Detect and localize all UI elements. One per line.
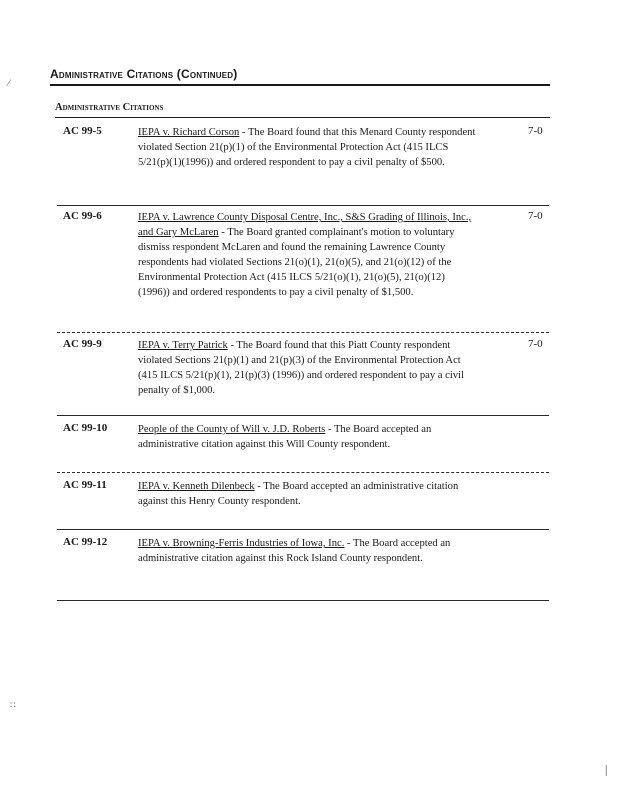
row-divider: [57, 600, 549, 601]
citation-description: [138, 210, 478, 301]
case-number: AC 99-5: [63, 125, 102, 137]
row-divider: [57, 332, 549, 333]
case-text: - The Board accepted an administrative citation against this Henry County respondent.: [138, 481, 459, 508]
case-number: AC 99-6: [63, 210, 102, 222]
citation-description: [138, 479, 478, 509]
case-text: - The Board found that this Piatt County respondent violated Sections 21(p)(1) and 21(p)(3) of the Environmental Protection Act (415 ILCS 5/21(p)(1), 21(p)(3) (1996)) and ordered respondent to pay a civil penalty of $1,000.: [138, 340, 464, 397]
case-number: AC 99-12: [63, 536, 108, 548]
case-text: - The Board accepted an administrative citation against this Rock Island County respondent.: [138, 538, 451, 565]
page-heading: Administrative Citations (Continued): [50, 67, 238, 81]
row-divider: [57, 415, 549, 416]
case-number: AC 99-10: [63, 422, 108, 434]
row-divider: [57, 529, 549, 530]
case-text: - The Board granted complainant's motion to voluntary dismiss respondent McLaren and found the remaining Lawrence County respondents had violated Sections 21(o)(1), 21(o)(5), and 21(o)(12) of the Environmental Protection Act (415 ILCS 5/21(o)(1), 21(o)(5), 21(o)(12) (1996)) and ordered respondents to pay a civil penalty of $1,500.: [138, 227, 455, 299]
heading-rule: [50, 84, 550, 86]
section-heading: Administrative Citations: [55, 102, 164, 113]
case-text: - The Board found that this Menard County respondent violated Section 21(p)(1) of the Environmental Protection Act (415 ILCS 5/21(p)(1)(1996)) and ordered respondent to pay a civil penalty of $500.: [138, 127, 476, 169]
case-number: AC 99-11: [63, 479, 107, 491]
case-text: - The Board accepted an administrative citation against this Will County respondent.: [138, 424, 432, 451]
scan-mark: ⁄: [8, 78, 10, 88]
row-divider: [57, 472, 549, 473]
citation-description: [138, 536, 478, 566]
case-title: IEPA v. Kenneth Dilenbeck: [138, 481, 255, 492]
case-title: IEPA v. Terry Patrick: [138, 340, 228, 351]
vote-count: 7-0: [528, 338, 543, 350]
citation-description: [138, 422, 478, 452]
row-divider: [57, 205, 549, 206]
case-title: IEPA v. Browning-Ferris Industries of Iowa, Inc.: [138, 538, 345, 549]
vote-count: 7-0: [528, 125, 543, 137]
vote-count: 7-0: [528, 210, 543, 222]
scan-mark: │: [603, 765, 610, 775]
case-title: People of the County of Will v. J.D. Roberts: [138, 424, 326, 435]
case-number: AC 99-9: [63, 338, 102, 350]
citation-description: [138, 125, 478, 170]
case-title: IEPA v. Richard Corson: [138, 127, 240, 138]
scan-mark: ∷: [10, 700, 16, 710]
citation-description: [138, 338, 478, 398]
case-title: IEPA v. Lawrence County Disposal Centre, Inc., S&S Grading of Illinois, Inc., and Gary McLaren: [138, 212, 472, 239]
section-rule: [55, 117, 550, 118]
